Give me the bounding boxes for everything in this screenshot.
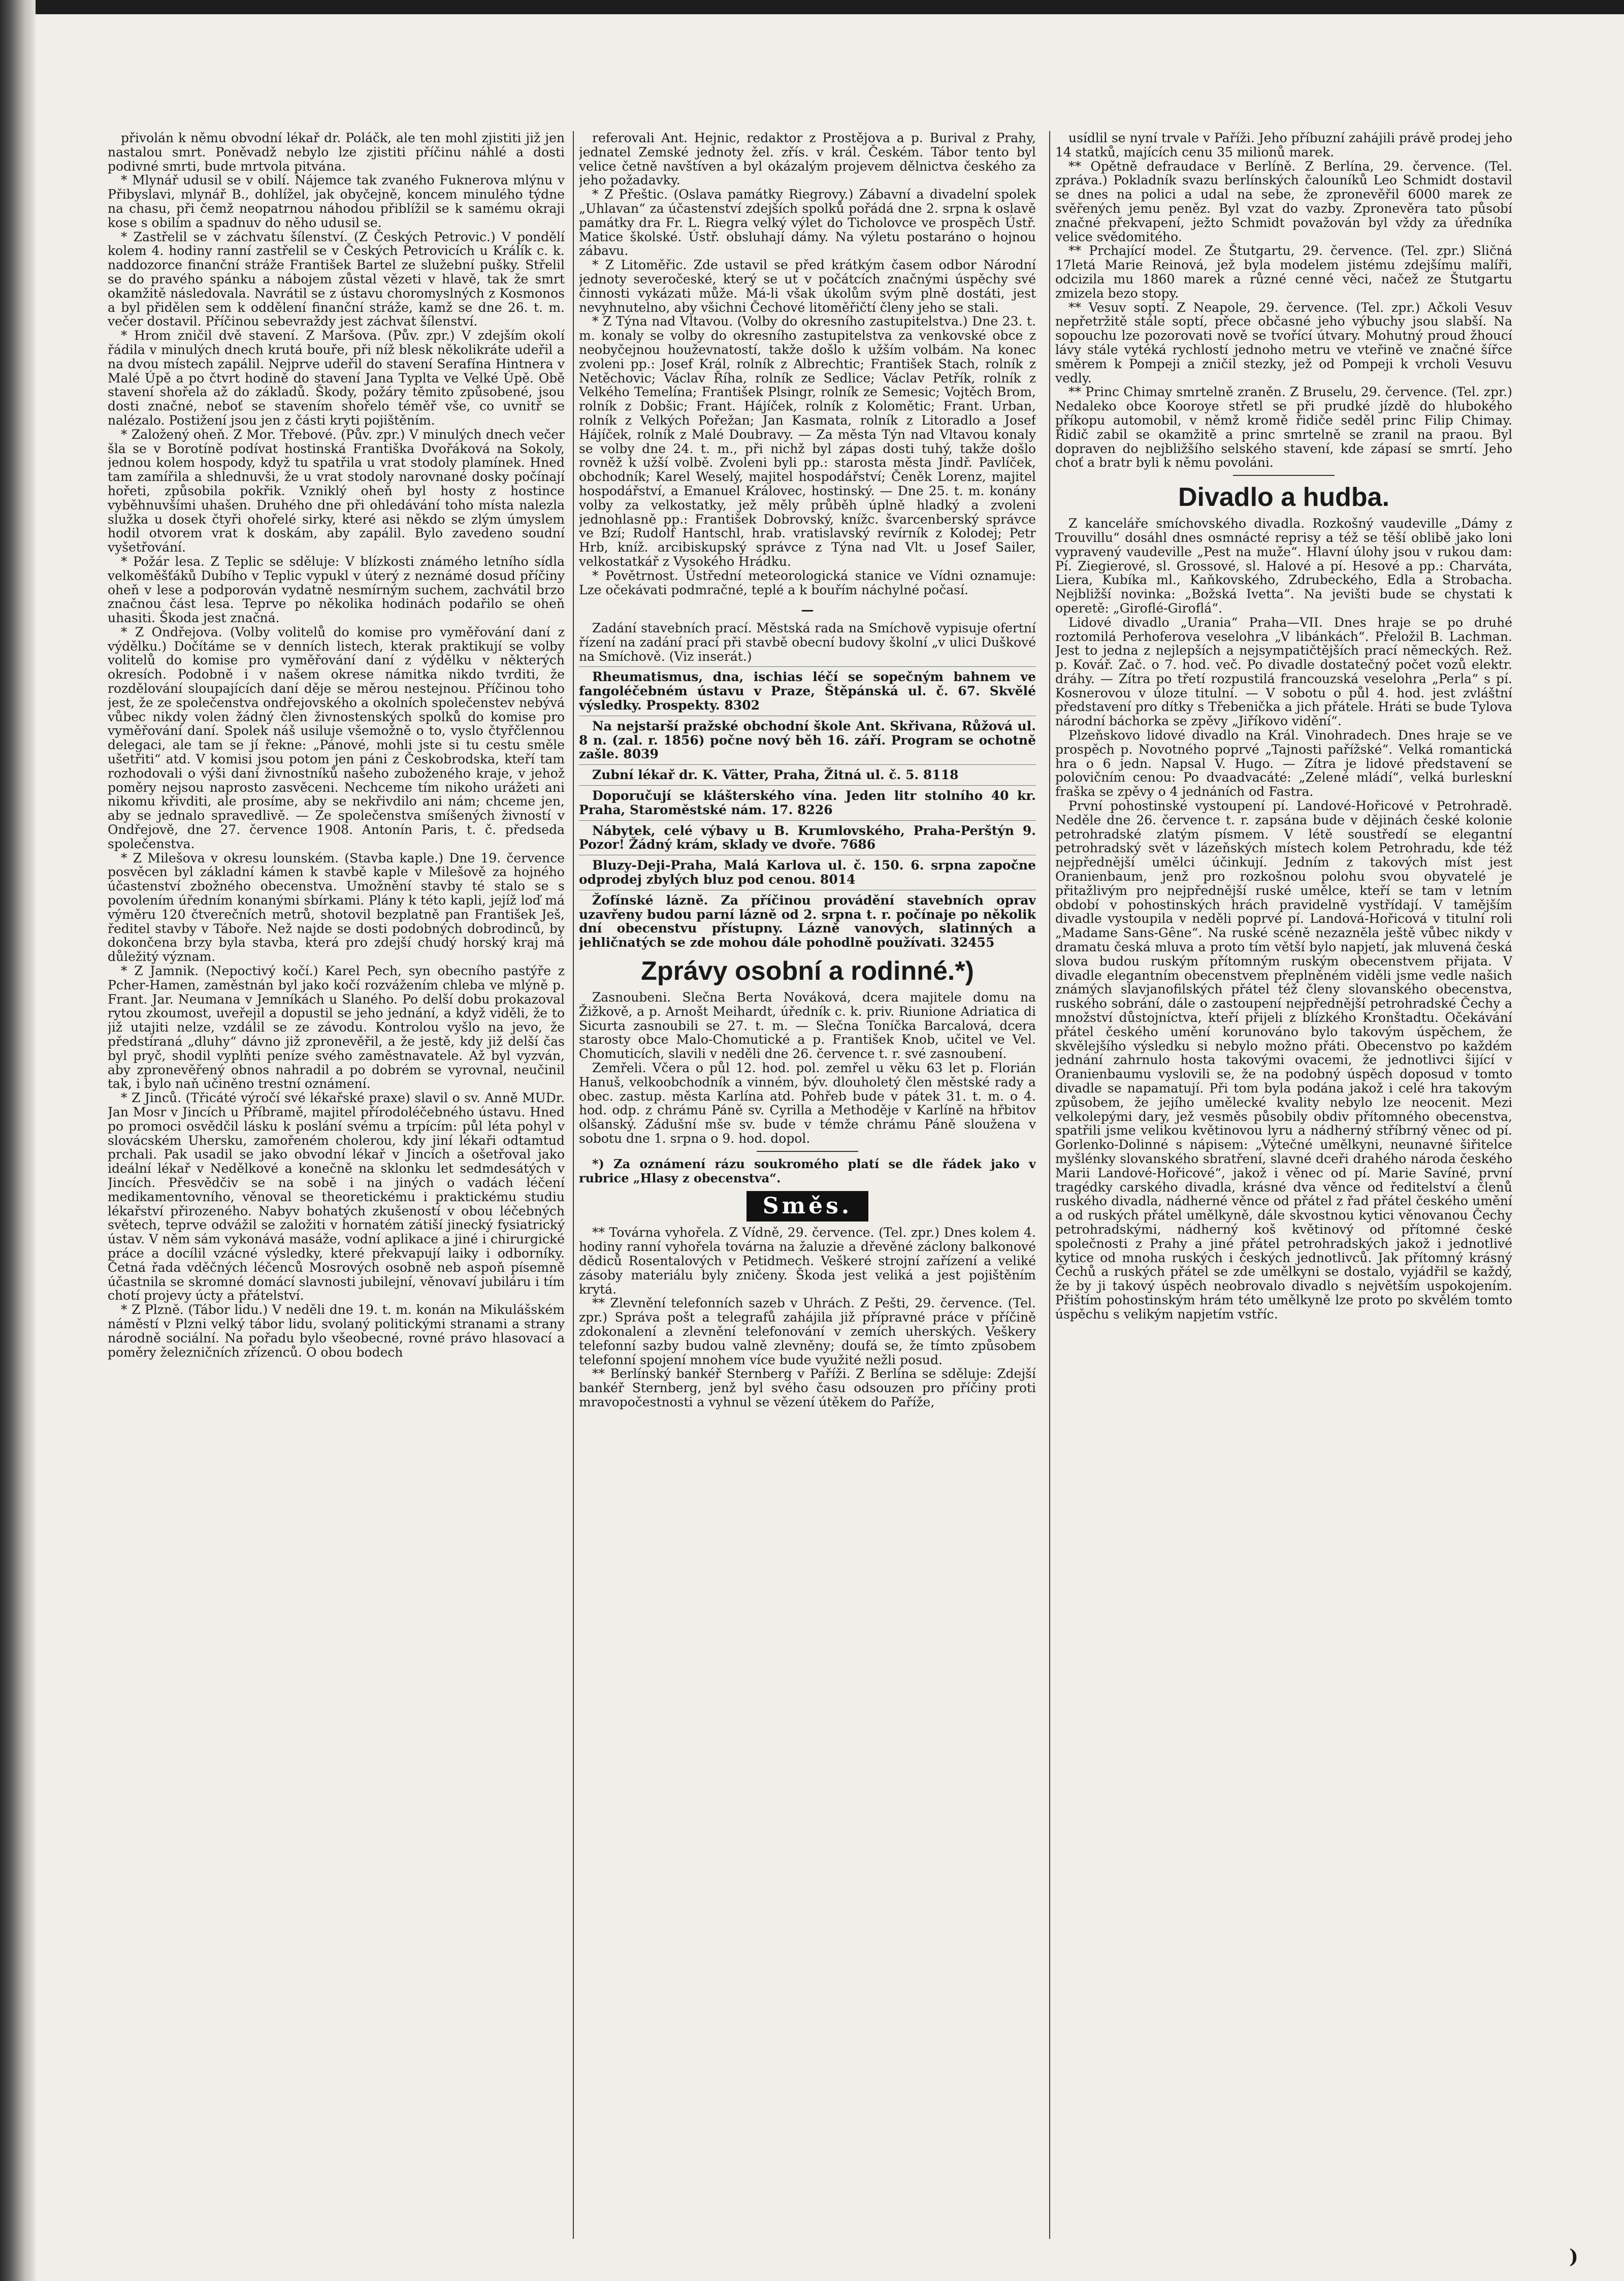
ad-number: 8302 (724, 698, 760, 713)
article-paragraph: * Z Ondřejova. (Volby volitelů do komise pro vyměřování daní z výdělku.) Dočítáme se v denních listech, kterak praktikují se volby volitelů do komise pro vyměřování daní z výdělku v některých okresích. Podobně i v našem okrese námitka nikdo tvrditi, že rozdělování sloupajících daní děje se měrou nestejnou. Příčinou toho jest, že ze společenstva ondřejovského a okolních společenstev nebývá vůbec nikdy volen žádný člen živnostenských spolků do komise pro vyměřování daní. Spolek náš usiluje všemožně o to, vyslo čtyřčlennou delegaci, ale tam se jí řekne: „Pánové, mohli jste si tu cestu směle ušetřiti“ atd. V komisi jsou potom jen páni z Českobrodska, kteří tam rozhodovali o výši daní živnostníků našeho zuboženého kraje, v jehož poměry nejsou naprosto zasvěceni. Nechceme tím nikoho urážeti ani nikomu křivditi, ale prosíme, aby se nekřivdilo ani nám; chceme jen, aby se jednalo spravedlivě. — Ze společenstva smíšených živností v Ondřejově, dne 27. července 1908. Antonín Paris, t. č. předseda společenstva. (108, 624, 565, 851)
ad-text: Doporučují se klášterského vína. Jeden litr stolního 40 kr. Praha, Staroměstské nám. 17. (579, 788, 1036, 817)
article-paragraph: * Z Plzně. (Tábor lidu.) V neděli dne 19. t. m. konán na Mikulášském náměstí v Plzni velký tábor lidu, svolaný politickými stranami a strany národně sociální. Na pořadu bylo všeobecné, rovné právo hlasovací a poměry železničních zřízenců. O obou bodech (108, 1302, 565, 1360)
article-paragraph: První pohostinské vystoupení pí. Landové-Hořicové v Petrohradě. Neděle dne 26. července t. r. zapsána bude v dějinách české kolonie petrohradské zlatým písmem. V létě soustředí se elegantní petrohradský svět v lázeňských místech kolem Petrohradu, kde též nejpřednější umělci účinkují. Jedním z takových míst jest Oranienbaum, jenž pro rozkošnou polohu svou obyvatelé je přitažlivým pro nejpřednější ruské umělce, kteří se tam v letním období v pohostinských hrách pravidelně vystřídají. V tamějším divadle vystoupila v neděli poprvé pí. Landová-Hořicová v titulní roli „Madame Sans-Gêne“. Na ruské scéně nezazněla ještě vůbec nikdy v dramatu česká mluva a proto tím větší bylo napjetí, jak mluvená česká slova budou ruským přítomným ruským obecenstvem přijata. V divadle elegantním obecenstvem přeplněném viděli jsme vedle našich známých slavjanofilských přátel též členy slovanského obecenstva, ruského sobrání, dále o zastoupení nejpřednější petrohradské Čechy a množství důstojníctva, kteří přijeli z blízkého Kronštadtu. Očekávání přátel českého umění korunováno bylo takovým úspěchem, že skvělejšího výsledku si nebylo možno přáti. Obecenstvo po každém jednání zahrnulo hosta takovými ovacemi, že jednotlivci šijící v Oranienbaumu vyslovili se, že na podobný úspěch doposud v tomto divadle se napamatují. Při tom byla podána jakož i celé hra takovým způsobem, že jejího umělecké kvality nebylo lze neocenit. Mezi velkolepými dary, jež vesměs působily obdiv přítomného obecenstva, spatřili jsme velikou květinovou lyru a nádherný stříbrný věnec od pí. Gorlenko-Dolinné s nápisem: „Výtečné umělkyni, neunavné šiřitelce myšlénky slovanského sbratření, slavné dceři drahého národa českého Marii Landové-Hořicové“, jakož i věnec od pí. Marie Savíné, první tragédky carského divadla, krásné dva věnce od ředitelství a členů ruského divadla, nádherné věnce od přátel z řad přátel českého umění a od ruských přátel umělkyně, dále skvostnou kytici věnovanou Čechy petrohradskými, nádherný koš květinový od přítomné české společnosti z Prahy a jiné přátel petrohradských jakož i jednotlivé kytice od mnoha ruských i českých jednotlivců. Jak přítomný krásný Čechů a ruských přátel se zde umělkyni se dostalo, vyjádřil se každý, že by ji takový úspěch neobrovalo divadlo s největším uspokojením. Přištím pohostinským hrám této umělkyně lze proto po skvělém tomto úspěchu s velikým napjetím vstříc. (1055, 798, 1512, 1322)
article-paragraph: ** Princ Chimay smrtelně zraněn. Z Bruselu, 29. července. (Tel. zpr.) Nedaleko obce Kooroye střetl se při prudké jízdě do hlubokého příkopu automobil, v němž kromě řidiče seděl princ Filip Chimay. Řidič zabil se okamžitě a princ smrtelně se zranil na praou. Byl dopraven do nejbližšího selského stavení, kde zápasí se smrtí. Jeho choť a bratr byli k němu povoláni. (1055, 384, 1512, 470)
ad-text: Bluzy-Deji-Praha, Malá Karlova ul. č. 150. 6. srpna započne odprodej zbylých bluz pod cenou. (579, 858, 1036, 887)
article-paragraph: * Povětrnost. Ústřední meteorologická stanice ve Vídni oznamuje: Lze očekávati podmračné, teplé a k bouřím náchylné počasí. (579, 568, 1036, 597)
article-paragraph: Lidové divadlo „Urania“ Praha—VII. Dnes hraje se po druhé roztomilá Perhoferova veselohra „V libánkách“. Přeložil B. Lachman. Jest to jedna z nejlepších a nejsympatičtějších prací německých. Rež. p. Kovář. Zač. o 7. hod. več. Po divadle dostatečný počet vozů elektr. dráhy. — Zítra po třetí rozpustilá francouzská veselohra „Perla“ s pí. Kosnerovou v úloze titulní. — V sobotu o půl 4. hod. jest zvláštní představení pro dítky s Třebenička a jich přátele. Hráti se bude Tylova národní báchorka se zpěvy „Jiříkovo vidění“. (1055, 615, 1512, 729)
article-paragraph: ** Berlínský bankéř Sternberg v Paříži. Z Berlína se sděluje: Zdejší bankéř Sternberg, jenž byl svého času odsouzen pro příčiny proti mravopočestnosti a vyhnul se vězení útěkem do Paříže, (579, 1366, 1036, 1409)
separator-dash: — (801, 602, 814, 618)
section-heading-zpravy: Zprávy osobní a rodinné.*) (641, 956, 974, 986)
column-divider (1049, 131, 1050, 2239)
ad-number: 32455 (950, 935, 995, 950)
ad-text: Nábytek, celé výbavy u B. Krumlovského, Praha-Perštýn 9. Pozor! Žádný krám, sklady ve dvoře. (579, 823, 1036, 852)
article-paragraph: ** Továrna vyhořela. Z Vídně, 29. července. (Tel. zpr.) Dnes kolem 4. hodiny ranní vyhořela továrna na žaluzie a dřevěné záclony balkonové dědiců Rosentalových v Petidmech. Veškeré strojní zařízení a veliké zásoby materiálu byly zničeny. Škoda jest veliká a jest pojištěním krytá. (579, 1225, 1036, 1297)
article-paragraph: * Z Jamnik. (Nepoctivý kočí.) Karel Pech, syn obecního pastýře z Pcher-Hamen, zaměstnán byl jako kočí rozvážením chleba ve mlýně p. Frant. Jar. Neumana v Jemníkách u Slaného. Po delší dobu prokazoval rytou zkoumost, uveřejil a dopustil se jeho jednání, a když viděli, že to již utajiti nelze, vzdálil se ze závodu. Kontrolou vyšlo na jevo, že předstíraná „dluhy“ dávno již zpronevěřil, a že jestě, kdy již delší čas byl pryč, shodil vyplňti peníze svého zaměstnavatele. Až byl vyzván, aby zpronevěřený obnos nahradil a po dobrém se vyrovnal, neučinil tak, i bylo naň učiněno trestní oznámení. (108, 963, 565, 1091)
article-paragraph: přivolán k němu obvodní lékař dr. Poláčk, ale ten mohl zjistiti již jen nastalou smrt. Poněvadž nebylo lze zjistiti příčinu náhlé a dosti podivné smrti, bude mrtvola pitvána. (108, 131, 565, 174)
advertisement (579, 855, 1036, 887)
advertisement (579, 764, 1036, 782)
article-paragraph: ** Prchající model. Ze Štutgartu, 29. července. (Tel. zpr.) Sličná 17letá Marie Reinová, jež byla modelem jistému zdejšímu malíři, odcizila mu 1860 marek a různé cenné věci, načež ze Štutgartu zmizela bezo stopy. (1055, 243, 1512, 301)
article-paragraph: Z kanceláře smíchovského divadla. Rozkošný vaudeville „Dámy z Trouvillu“ dosáhl dnes osmnácté reprisy a též se těší oblibě jako loni vypravený vaudeville „Pest na muže“. Hlavní úlohy jsou v rukou dam: Pí. Ziegierové, sl. Grossové, sl. Halové a pí. Hesové a pp.: Charváta, Liera, Kubíka ml., Kaňkovského, Zdrubeckého, Edla a Strobacha. Nejbližší novinka: „Božská Ivetta“. Na jevišti bude se chystati k operetě: „Giroflé-Giroflá“. (1055, 516, 1512, 616)
article-paragraph: * Zastřelil se v záchvatu šílenství. (Z Českých Petrovic.) V pondělí kolem 4. hodiny ranní zastřelil se v Českých Petrovicích u Králík c. k. naddozorce finanční stráže František Bartel ze služební pušky. Střelil se do pravého spánku a nábojem zůstal vězeti v hlavě, tak že smrt okamžitě následovala. Navrátil se z ústavu choromyslných z Kosmonos a byl přidělen sem k oddělení finanční stráže, kamž se dne 26. t. m. večer dostavil. Příčinou sebevraždy jest záchvat šílenství. (108, 229, 565, 329)
article-paragraph: * Mlynář udusil se v obilí. Nájemce tak zvaného Fuknerova mlýnu v Přibyslavi, mlynář B., dohlížel, jak obyčejně, koncem minulého týdne na chasu, při čemž neopatrnou náhodou přiblížil se k samému okraji kose s obilím a spadnuv do něho udusil se. (108, 173, 565, 230)
ad-text: Rheumatismus, dna, ischias léčí se sopečným bahnem ve fangoléčebném ústavu v Praze, Štěpánská ul. č. 67. Skvělé výsledky. Prospekty. (579, 669, 1036, 713)
column-divider (573, 131, 574, 2239)
article-paragraph: ** Vesuv soptí. Z Neapole, 29. července. (Tel. zpr.) Ačkoli Vesuv nepřetržitě stále soptí, přece občasné jeho výbuchy jsou slabší. Na sopouchu lze pozorovati nově se tvořící útvary. Mohutný proud žhoucí lávy stále vytéká rychlostí jednoho metru ve vteřině ve značné šířce směrem k Pompeji a zničil stezky, jež od Pompeji k vrcholi Vesuvu vedly. (1055, 300, 1512, 385)
article-paragraph: Plzeňskovo lidové divadlo na Král. Vinohradech. Dnes hraje se ve prospěch p. Novotného poprvé „Tajnosti pařížské“. Velká romantická hra o 6 jedn. Napsal V. Hugo. — Zítra je lidové představení se polovičním cenou: Po dvaadvacáté: „Zelené mládí“, velká burleskní fraška se zpěvy o 4 jednáních od Fastra. (1055, 728, 1512, 799)
article-paragraph: usídlil se nyní trvale v Paříži. Jeho příbuzní zahájili právě prodej jeho 14 statků, majících cenu 35 milionů marek. (1055, 131, 1512, 159)
margin-mark: ) (1569, 2245, 1578, 2268)
scan-binding-shadow (0, 0, 36, 2281)
footnote: *) Za oznámení rázu soukromého platí se dle řádek jako v rubrice „Hlasy z obecenstva“. (579, 1156, 1036, 1185)
advertisement (579, 890, 1036, 950)
ad-number: 8226 (797, 802, 833, 817)
short-rule (757, 1151, 858, 1152)
article-paragraph: * Požár lesa. Z Teplic se sděluje: V blízkosti známého letního sídla velkoměšťáků Dubího v Teplic vypukl v úterý z neznámé dosud příčiny oheň v lese a podporován vydatně nesmírným suchem, zachvátil brzo značnou část lesa. Teprve po několika hodinách podařilo se oheň uhasiti. Škoda jest značná. (108, 554, 565, 626)
short-rule (1233, 475, 1335, 476)
advertisement (579, 716, 1036, 761)
scan-top-edge (0, 0, 1624, 14)
article-paragraph: * Založený oheň. Z Mor. Třebové. (Pův. zpr.) V minulých dnech večer šla se v Borotíně podívat hostinská Františka Dvořáková na Sokoly, jednou kolem hospody, když tu spatřila u vrat stodoly plamínek. Hned tam zamířila a shlednuvši, že u vrat stodoly narovnané dosky počínají hořeti, způsobila pokřik. Vzniklý oheň byl hosty z hostince vyběhnuvšími uhašen. Druhého dne při ohledávání toho místa nalezla služka u dosek čtyři ohořelé sirky, které asi někdo se zlým úmyslem hodil otvorem vrat k doskám, aby zapálil. Bylo zavedeno soudní vyšetřování. (108, 427, 565, 555)
article-paragraph: Zadání stavebních prací. Městská rada na Smíchově vypisuje ofertní řízení na zadání prací při stavbě obecní budovy školní „v ulici Duškové na Smíchově. (Viz inserát.) (579, 621, 1036, 664)
ad-number: 8039 (623, 747, 659, 762)
article-paragraph: * Z Jinců. (Třicáté výročí své lékařské praxe) slavil o sv. Anně MUDr. Jan Mosr v Jincích u Příbramě, majitel přírodoléčebného ústavu. Hned po promoci osvědčil lásku k poslání svému a trpícím: půl léta pohyl v slovácském Uhersku, zamořeném cholerou, kdy jiní lékaři odtamtud prchali. Pak usadil se jako obvodní lékař v Jincích a ošetřoval jako ideální lékař v Nedělkové a konečně na sklonku let sedmdesátých v Jincích. Přesvědčiv se na sobě i na jiných o vadách léčení medikamentovního, věnoval se theoretickému i praktickému studiu lékařství přirozeného. Nabyv bohatých zkušeností v obou léčebných světech, teprve odvážil se založiti v hornatém zátiší jinecký fysiatrický ústav. V něm sám vykonává masáže, vodní aplikace a jiné i chirurgické práce a docílil vzácné výsledky, které překvapují laiky i odborníky. Četná řada vděčných léčenců Mosrových osobně neb aspoň písemně účastnila se skromné domácí slavnosti jubilejní, věnovaví jubiláru i tím chotí projevy úcty a přátelství. (108, 1090, 565, 1303)
article-paragraph: * Hrom zničil dvě stavení. Z Maršova. (Pův. zpr.) V zdejším okolí řádila v minulých dnech krutá bouře, při níž blesk několikráte udeřil a na dvou místech zapálil. Nejprve udeřil do stavení Serafína Hintnera v Malé Úpě a po čtvrt hodině do stavení Jana Typlta ve Velké Úpě. Obě stavení shořela až do základů. Škody, požáry těmito způsobené, jsou dosti značné, neboť se stavením shořelo téměř vše, co uvnitř se nalézalo. Postižení jsou jen z části kryti pojištěním. (108, 328, 565, 428)
article-paragraph: ** Zlevnění telefonních sazeb v Uhrách. Z Pešti, 29. července. (Tel. zpr.) Správa pošt a telegrafů zahájila již přípravné práce v příčině zdokonalení a zlevnění telefonování v zemích uherských. Veškery telefonní sazby budou valně zlevněny; doufá se, že tímto způsobem telefonní spojení mnohem více bude využité nežli posud. (579, 1296, 1036, 1367)
article-paragraph: * Z Milešova v okresu lounském. (Stavba kaple.) Dne 19. července posvěcen byl základní kámen k stavbě kaple v Milešově za hojného účastenství zbožného obecenstva. Umožnění stavby té stalo se s povolením úředním konanými sbírkami. Plány k této kapli, jejíž loď má výměru 120 čtverečních metrů, shotovil bezplatně pan František Ješ, ředitel stavby v Táboře. Než najde se dosti podobných dobrodinců, by dokončena brzy byla stavba, která pro zdejší chudý horský kraj má důležitý význam. (108, 850, 565, 965)
ad-text: Na nejstarší pražské obchodní škole Ant. Skřivana, Růžová ul. 8 n. (zal. r. 1856) počne nový běh 16. září. Program se ochotně zašle. (579, 718, 1036, 762)
article-paragraph: * Z Litoměřic. Zde ustavil se před krátkým časem odbor Národní jednoty severočeské, který se ut v počátcích značnými úspěchy své činnosti vykázati může. Má-li však úkolům svým plně dostáti, jest nevyhnutelno, aby všichni Čechové litoměřičtí členy jeho se stali. (579, 258, 1036, 315)
article-paragraph: * Z Týna nad Vltavou. (Volby do okresního zastupitelstva.) Dne 23. t. m. konaly se volby do okresního zastupitelstva za venkovské obce z neobyčejnou houževnatostí, takže došlo k užším volbám. Na konec zvoleni pp.: Josef Král, rolník z Albrechtic; František Stach, rolník z Netěchovic; Václav Říha, rolník ze Sedlice; Václav Petřík, rolník z Velkého Temelína; František Plsingr, rolník ze Semesic; Vojtěch Brom, rolník z Dobšic; Frant. Hájíček, rolník z Kolomětic; Frant. Urban, rolník z Velkých Pořežan; Jan Kasmata, rolník z Litoradlo a Josef Hájíček, rolník z Malé Doubravy. — Za města Týn nad Vltavou konaly se volby dne 24. t. m., při nichž byl zápas dosti tuhý, takže došlo rovněž k užší volbě. Zvoleni byli pp.: starosta města Jindř. Pavlíček, obchodník; Karel Weselý, majitel hospodářství; Čeněk Lorenz, majitel hospodářství, a Emanuel Královec, hostinský. — Dne 25. t. m. konány volby za velkostatky, jež měly průběh úplně hladký a zvoleni jednohlasně pp.: František Dobrovský, knížc. švarcenberský správce ve Bzí; Rudolf Hantschl, hrab. vratislavský revírník z Kolodej; Petr Hrb, kníž. arcibiskupský správce z Týna nad Vlt. u Josef Sailer, velkostatkář z Vysokého Hrádku. (579, 314, 1036, 569)
article-paragraph: * Z Přeštic. (Oslava památky Riegrovy.) Zábavní a divadelní spolek „Uhlavan“ za účastenství zdejších spolků pořádá dne 2. srpna k oslavě památky dra Fr. L. Riegra velký výlet do Ticholovce ve prospěch Ústř. Matice školské. Ústř. obsluhají dámy. Na výletu postaráno o hojnou zábavu. (579, 187, 1036, 259)
text-column-3 (1055, 131, 1512, 2254)
article-paragraph: referovali Ant. Hejnic, redaktor z Prostějova a p. Burival z Prahy, jednatel Zemské jednoty žel. zřís. v král. Českém. Tábor tento byl velice četně navštíven a byl okázalým projevem dělnictva českého za jeho požadavky. (579, 131, 1036, 188)
article-paragraph: ** Opětně defraudace v Berlíně. Z Berlína, 29. července. (Tel. zpráva.) Pokladník svazu berlínských čalouníků Leo Schmidt dostavil se dnes na polici a udal na sebe, že zpronevěřil 6000 marek ze svěřených jemu peněz. Byl vzat do vazby. Zpronevěra tato působí značné překvapení, ježto Schmidt považován byl vždy za úředníka velice svědomitého. (1055, 158, 1512, 244)
section-heading-divadlo: Divadlo a hudba. (1178, 483, 1390, 512)
ad-text: Zubní lékař dr. K. Vätter, Praha, Žitná ul. č. 5. (592, 767, 919, 783)
advertisement (579, 666, 1036, 712)
ad-number: 8014 (820, 872, 856, 887)
text-column-1 (108, 131, 565, 2254)
ad-number: 8118 (923, 767, 959, 783)
ad-text: Žofínské lázně. Za příčinou provádění stavebních oprav uzavřeny budou parní lázně od 2. srpna t. r. počínaje po několik dní obecenstvu přístupny. Lázně vanových, slatinných a jehličnatých se zde mohou dále pohodlně používati. (579, 892, 1036, 950)
advertisement (579, 785, 1036, 817)
section-heading-smes: Směs. (746, 1191, 868, 1222)
ad-number: 7686 (840, 837, 876, 852)
article-paragraph: Zemřeli. Včera o půl 12. hod. pol. zemřel u věku 63 let p. Florián Hanuš, velkoobchodník a vinném, býv. dlouholetý člen městské rady a obec. zastup. města Karlína atd. Pohřeb bude v pátek 31. t. m. o 4. hod. odp. z chrámu Páně sv. Cyrilla a Methoděje v Karlíně na hřbitov olšanský. Zádušní mše sv. bude v témže chrámu Páně sloužena v sobotu dne 1. srpna o 9. hod. dopol. (579, 1061, 1036, 1146)
article-paragraph: Zasnoubeni. Slečna Berta Nováková, dcera majitele domu na Žižkově, a p. Arnošt Meihardt, úředník c. k. priv. Riunione Adriatica di Sicurta zasnoubili se 27. t. m. — Slečna Toníčka Barcalová, dcera starosty obce Malo-Chomutické a p. František Knob, učitel ve Vel. Chomuticích, slavili v neděli dne 26. července t. r. své zasnoubení. (579, 990, 1036, 1062)
text-column-2 (579, 131, 1036, 2254)
advertisement (579, 820, 1036, 852)
